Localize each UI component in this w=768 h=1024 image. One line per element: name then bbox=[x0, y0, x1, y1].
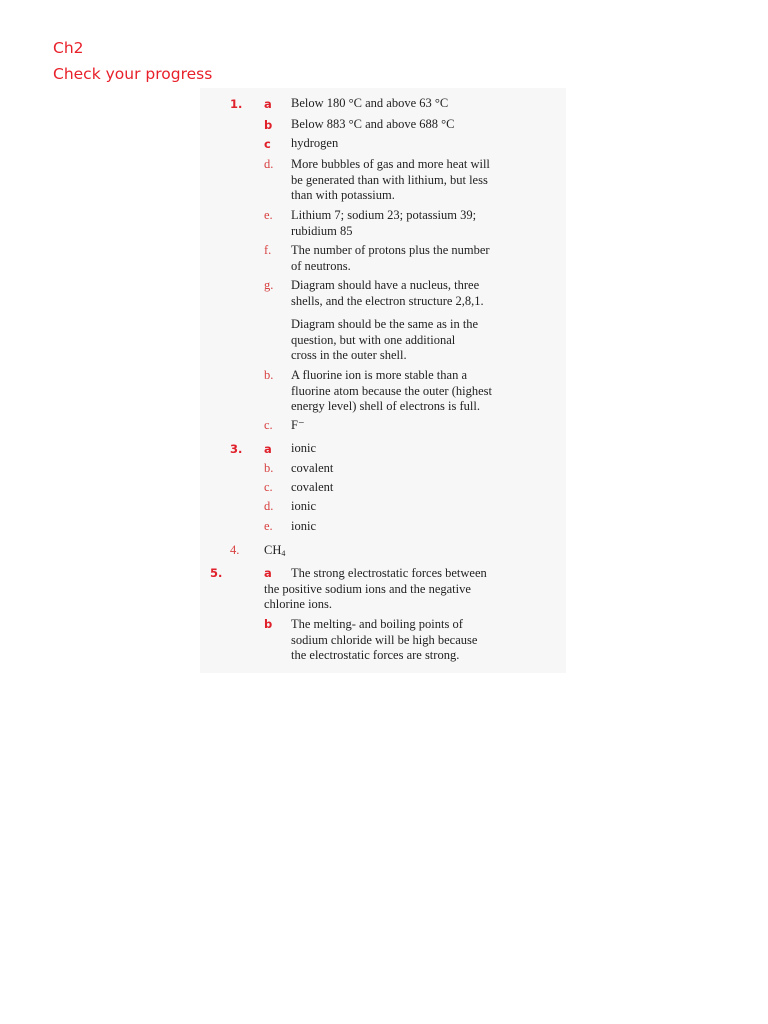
answer-letter: c. bbox=[264, 418, 273, 432]
answer-text: The strong electrostatic forces between the positive sodium ions and the negative chlorine ions. bbox=[264, 566, 487, 611]
answer-text: covalent bbox=[291, 480, 334, 494]
question-number-1: 1. bbox=[230, 97, 243, 111]
answer-text: More bubbles of gas and more heat will be generated than with lithium, but less than with potassium. bbox=[291, 157, 490, 202]
page-title: Check your progress bbox=[53, 65, 213, 83]
answer-letter: b. bbox=[264, 461, 274, 475]
answer-letter: b bbox=[264, 617, 273, 631]
answer-text: Below 180 °C and above 63 °C bbox=[291, 96, 449, 110]
answer-text: ionic bbox=[291, 441, 316, 455]
answer-letter: d. bbox=[264, 157, 274, 171]
question-number-4: 4. bbox=[230, 543, 240, 557]
answer-text: The melting- and boiling points of sodium chloride will be high because the electrostatic forces are strong. bbox=[291, 617, 478, 662]
answer-letter: c. bbox=[264, 480, 273, 494]
answer-letter: c bbox=[264, 137, 271, 151]
chapter-label: Ch2 bbox=[53, 39, 84, 57]
answer-letter: d. bbox=[264, 499, 274, 513]
answer-text: ionic bbox=[291, 519, 316, 533]
answer-text: $CH_4$ bbox=[264, 543, 286, 558]
answer-text: Below 883 °C and above 688 °C bbox=[291, 117, 455, 131]
answer-letter: e. bbox=[264, 519, 273, 533]
answer-text: ionic bbox=[291, 499, 316, 513]
answer-text: Diagram should have a nucleus, three shells, and the electron structure 2,8,1. bbox=[291, 278, 484, 308]
question-number-5: 5. bbox=[210, 566, 223, 580]
answer-text: Diagram should be the same as in the question, but with one additional cross in the outer shell. bbox=[291, 317, 479, 362]
answer-letter: a bbox=[264, 442, 272, 456]
answer-text: F⁻ bbox=[291, 418, 305, 432]
answer-letter: g. bbox=[264, 278, 274, 292]
answer-letter: b. bbox=[264, 368, 274, 382]
answer-letter: b bbox=[264, 118, 273, 132]
answer-letter: a bbox=[264, 566, 272, 580]
answer-text: Lithium 7; sodium 23; potassium 39; rubidium 85 bbox=[291, 208, 477, 238]
answer-letter: f. bbox=[264, 243, 272, 257]
answer-text: A fluorine ion is more stable than a fluorine atom because the outer (highest energy level) shell of electrons is full. bbox=[291, 368, 492, 413]
answer-text: hydrogen bbox=[291, 136, 339, 150]
question-number-3: 3. bbox=[230, 442, 243, 456]
answer-letter: a bbox=[264, 97, 272, 111]
answer-text: The number of protons plus the number of neutrons. bbox=[291, 243, 490, 273]
answer-text: covalent bbox=[291, 461, 334, 475]
answer-letter: e. bbox=[264, 208, 273, 222]
